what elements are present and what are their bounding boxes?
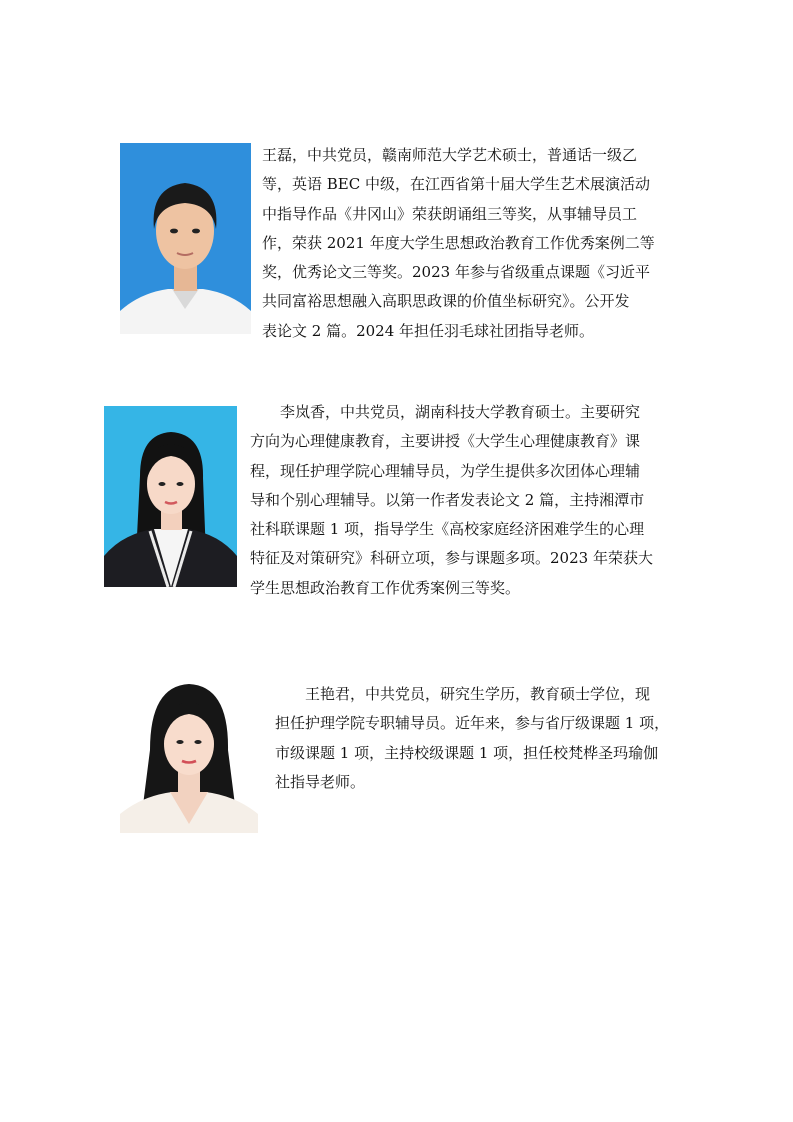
bio-line: 社指导老师。 — [275, 772, 366, 791]
bio-line: 李岚香，中共党员，湖南科技大学教育硕士。主要研究 — [250, 403, 641, 421]
profile-bio-li-lanxiang — [250, 398, 653, 603]
bio-line: 社科联课题 1 项，指导学生《高校家庭经济困难学生的心理 — [250, 520, 645, 539]
bio-line: 程，现任护理学院心理辅导员，为学生提供多次团体心理辅 — [250, 461, 641, 480]
bio-line: 作，荣获 2021 年度大学生思想政治教育工作优秀案例二等 — [262, 233, 655, 252]
bio-line: 市级课题 1 项，主持校级课题 1 项，担任校梵桦圣玛瑜伽 — [275, 743, 659, 762]
bio-line: 王艳君，中共党员，研究生学历，教育硕士学位，现 — [275, 685, 651, 703]
bio-line: 学生思想政治教育工作优秀案例三等奖。 — [250, 578, 521, 597]
profile-photo-li-lanxiang — [104, 406, 237, 587]
profile-photo-wang-lei — [120, 143, 251, 334]
bio-line: 中指导作品《井冈山》荣获朗诵组三等奖，从事辅导员工 — [262, 204, 638, 223]
bio-line: 表论文 2 篇。2024 年担任羽毛球社团指导老师。 — [262, 321, 595, 340]
bio-line: 方向为心理健康教育，主要讲授《大学生心理健康教育》课 — [250, 432, 641, 451]
bio-line: 共同富裕思想融入高职思政课的价值坐标研究》。公开发 — [262, 292, 630, 311]
profile-bio-wang-yanjun — [275, 680, 669, 797]
bio-line: 担任护理学院专职辅导员。近年来，参与省厅级课题 1 项， — [275, 714, 670, 733]
profile-photo-wang-yanjun — [120, 678, 258, 833]
bio-line: 导和个别心理辅导。以第一作者发表论文 2 篇，主持湘潭市 — [250, 490, 645, 509]
bio-line: 等，英语 BEC 中级，在江西省第十届大学生艺术展演活动 — [262, 175, 650, 194]
bio-line: 王磊，中共党员，赣南师范大学艺术硕士，普通话一级乙 — [262, 146, 638, 164]
bio-line: 特征及对策研究》科研立项，参与课题多项。2023 年荣获大 — [250, 549, 653, 568]
bio-line: 奖，优秀论文三等奖。2023 年参与省级重点课题《习近平 — [262, 263, 650, 282]
profile-bio-wang-lei — [262, 141, 655, 346]
